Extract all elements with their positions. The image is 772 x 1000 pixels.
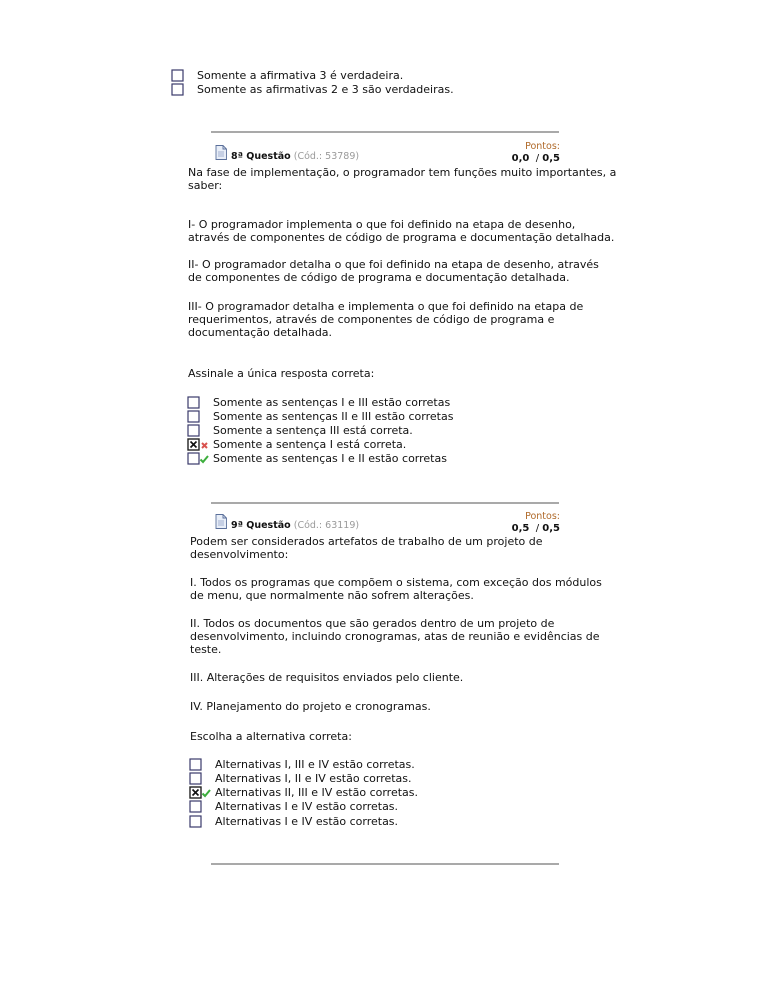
option-label: Somente as afirmativas 2 e 3 são verdadeiras. [197,83,454,96]
q9-item-2 [190,617,600,656]
question-code: (Cód.: 53789) [293,151,360,162]
checkbox-icon[interactable] [189,800,215,814]
points-sep: / [535,153,540,164]
q8-header [231,150,359,163]
text-line: requerimentos, através de componentes de código de programa e [188,313,555,326]
q8-item-2 [188,258,599,284]
q8-prompt: Assinale a única resposta correta: [188,367,375,380]
checkbox-icon[interactable] [189,772,215,786]
text-line: desenvolvimento: [190,548,289,561]
checkbox-icon[interactable] [171,83,197,97]
q8-points [512,141,560,165]
option-label: Alternativas II, III e IV estão corretas. [215,786,419,799]
text-line: I. Todos os programas que compõem o sistema, com exceção dos módulos [190,576,602,589]
points-max: 0,5 [542,523,560,534]
question-code: (Cód.: 63119) [293,520,360,531]
text-line: de componentes de código de programa e documentação detalhada. [188,271,570,284]
checkbox-icon[interactable] [189,758,215,772]
text-line: de menu, que normalmente não sofrem alterações. [190,589,474,602]
option-label: Alternativas I e IV estão corretas. [215,800,399,813]
option-label: Alternativas I e IV estão corretas. [215,815,399,828]
points-max: 0,5 [542,153,560,164]
text-line: IV. Planejamento do projeto e cronogramas. [190,700,431,713]
q8-item-3 [188,300,583,339]
q9-header [231,519,359,532]
checked-wrong-icon[interactable] [187,438,213,452]
checkbox-icon[interactable] [187,410,213,424]
points-value [512,153,560,165]
document-icon [215,514,227,529]
question-title: 8ª Questão [231,151,291,162]
text-line: I- O programador implementa o que foi definido na etapa de desenho, [188,218,576,231]
option-label: Somente as sentenças I e III estão corretas [213,396,451,409]
checked-correct-icon[interactable] [189,786,215,800]
option-label: Somente a sentença III está correta. [213,424,413,437]
checkbox-icon[interactable] [171,69,197,83]
q9-item-3 [190,671,463,684]
points-label: Pontos: [525,141,560,152]
text-line: III- O programador detalha e implementa o que foi definido na etapa de [188,300,584,313]
text-line: II- O programador detalha o que foi definido na etapa de desenho, através [188,258,599,271]
text-line: desenvolvimento, incluindo cronogramas, atas de reunião e evidências de [190,630,600,643]
correct-answer-icon[interactable] [187,452,213,466]
option-label: Somente as sentenças I e II estão corretas [213,452,447,465]
option-label: Somente a sentença I está correta. [213,438,407,451]
question-title: 9ª Questão [231,520,291,531]
divider [211,131,559,133]
text-line: saber: [188,179,223,192]
q8-statement [188,166,616,192]
divider [211,502,559,504]
text-line: através de componentes de código de programa e documentação detalhada. [188,231,615,244]
text-line: Na fase de implementação, o programador tem funções muito importantes, a [188,166,617,179]
option-label: Alternativas I, II e IV estão corretas. [215,772,412,785]
text-line: III. Alterações de requisitos enviados pelo cliente. [190,671,464,684]
option-label: Somente as sentenças II e III estão corretas [213,410,454,423]
q9-prompt: Escolha a alternativa correta: [190,730,352,743]
text-line: documentação detalhada. [188,326,333,339]
text-line: Podem ser considerados artefatos de trabalho de um projeto de [190,535,543,548]
divider [211,863,559,865]
points-score: 0,0 [511,153,530,164]
document-icon [215,145,227,160]
option-label: Somente a afirmativa 3 é verdadeira. [197,69,404,82]
points-score: 0,5 [511,523,530,534]
q9-item-1 [190,576,602,602]
points-sep: / [535,523,540,534]
text-line: teste. [190,643,222,656]
option-label: Alternativas I, III e IV estão corretas. [215,758,415,771]
points-label: Pontos: [525,511,560,522]
text-line: II. Todos os documentos que são gerados dentro de um projeto de [190,617,555,630]
checkbox-icon[interactable] [187,424,213,438]
q9-item-4 [190,700,431,713]
q8-item-1 [188,218,614,244]
points-value [512,523,560,535]
q9-points [512,511,560,535]
q9-statement [190,535,543,561]
checkbox-icon[interactable] [189,815,215,829]
checkbox-icon[interactable] [187,396,213,410]
